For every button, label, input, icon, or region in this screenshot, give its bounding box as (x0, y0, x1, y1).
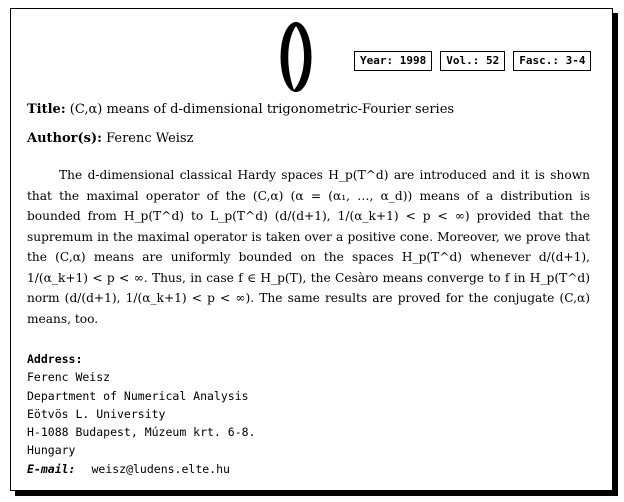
abstract-text: The d-dimensional classical Hardy spaces H_p(T^d) are introduced and it is shown that the maximal operator of the (C,α) (α = (α₁, …, α_d)) means of a distribution is bounded from H_p(T^d) to L_p(T^d) (d/(d+1), 1/(α_k+1) < p < ∞) provided that the supremum in the maximal operator is taken over a positive cone. Moreover, we prove that the (C,α) means are uniformly bounded on the spaces H_p(T^d) whenever d/(d+1), 1/(α_k+1) < p < ∞. Thus, in case f ∈ H_p(T), the Cesàro means converge to f in H_p(T^d) norm (d/(d+1), 1/(α_k+1) < p < ∞). The same results are proved for the conjugate (C,α) means, too. (27, 168, 590, 326)
address-line-name: Ferenc Weisz (27, 370, 111, 385)
address-label: Address: (27, 352, 83, 366)
address-block (27, 350, 255, 478)
email-link[interactable]: weisz@ludens.elte.hu (91, 461, 230, 476)
address-line-street: H-1088 Budapest, Múzeum krt. 6-8. (27, 425, 256, 440)
abstract (27, 165, 590, 329)
title-label: Title: (27, 102, 66, 117)
journal-logo-icon (279, 20, 313, 94)
address-line-department: Department of Numerical Analysis (27, 388, 249, 403)
paper-title: (C,α) means of d-dimensional trigonometric-Fourier series (69, 102, 455, 117)
email-line (27, 460, 255, 478)
title-line (27, 101, 454, 119)
publication-meta (354, 51, 591, 71)
fascicle-badge: Fasc.: 3-4 (513, 51, 591, 71)
author-line (27, 130, 193, 148)
volume-badge: Vol.: 52 (440, 51, 505, 71)
address-line-university: Eötvös L. University (27, 406, 166, 421)
year-badge: Year: 1998 (354, 51, 432, 71)
email-label: E-mail: (27, 461, 76, 476)
author-name: Ferenc Weisz (106, 131, 194, 146)
author-label: Author(s): (27, 131, 102, 146)
address-line-country: Hungary (27, 443, 76, 458)
